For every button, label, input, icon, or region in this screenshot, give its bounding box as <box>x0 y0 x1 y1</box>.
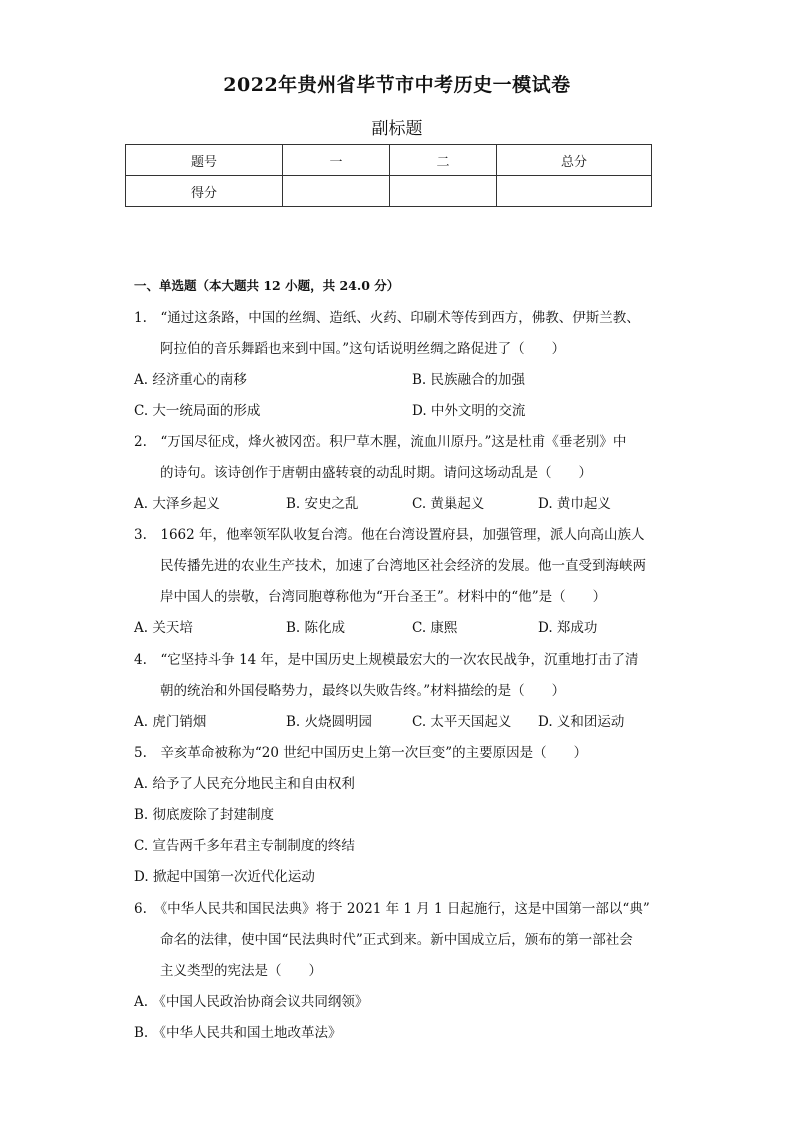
score-cell: 得分 <box>126 176 283 207</box>
q1-option-d: D. 中外文明的交流 <box>412 403 526 419</box>
q3-stem: 3. 1662 年，他率领军队收复台湾。他在台湾设置府县，加强管理，派人向高山族人 <box>134 527 645 543</box>
q2-option-a: A. 大泽乡起义 <box>134 496 220 512</box>
score-table-header-row <box>126 145 652 176</box>
q5-option-c: C. 宣告两千多年君主专制制度的终结 <box>134 838 355 854</box>
q4-option-b: B. 火烧圆明园 <box>286 714 373 730</box>
q6-stem: 命名的法律，使中国“民法典时代”正式到来。新中国成立后，颁布的第一部社会 <box>160 932 633 948</box>
q5-option-b: B. 彻底废除了封建制度 <box>134 807 275 823</box>
q1-option-a: A. 经济重心的南移 <box>134 372 247 388</box>
q3-option-a: A. 关天培 <box>134 620 193 636</box>
q5-stem: 5. 辛亥革命被称为“20 世纪中国历史上第一次巨变”的主要原因是（ ） <box>134 745 588 761</box>
q2-option-c: C. 黄巢起义 <box>412 496 485 512</box>
q2-option-d: D. 黄巾起义 <box>538 496 611 512</box>
score-table <box>125 144 652 207</box>
q1-option-c: C. 大一统局面的形成 <box>134 403 261 419</box>
exam-title: 2022年贵州省毕节市中考历史一模试卷 <box>223 74 571 96</box>
q3-option-b: B. 陈化成 <box>286 620 346 636</box>
q4-option-c: C. 太平天国起义 <box>412 714 512 730</box>
score-cell: 题号 <box>126 145 283 176</box>
q2-option-b: B. 安史之乱 <box>286 496 359 512</box>
q4-option-a: A. 虎门销烟 <box>134 714 207 730</box>
q6-stem: 主义类型的宪法是（ ） <box>160 963 322 979</box>
q2-stem: 的诗句。该诗创作于唐朝由盛转衰的动乱时期。请问这场动乱是（ ） <box>160 465 592 481</box>
score-cell: 二 <box>390 145 497 176</box>
q3-option-c: C. 康熙 <box>412 620 458 636</box>
q4-option-d: D. 义和团运动 <box>538 714 625 730</box>
q6-option-b: B. 《中华人民共和国土地改革法》 <box>134 1025 342 1041</box>
q2-stem: 2. “万国尽征戍，烽火被冈峦。积尸草木腥，流血川原丹。”这是杜甫《垂老别》中 <box>134 434 627 450</box>
q6-option-a: A. 《中国人民政治协商会议共同纲领》 <box>134 994 369 1010</box>
score-cell <box>390 176 497 207</box>
score-cell: 一 <box>283 145 390 176</box>
score-cell: 总分 <box>497 145 652 176</box>
score-table-score-row <box>126 176 652 207</box>
q3-stem: 民传播先进的农业生产技术，加速了台湾地区社会经济的发展。他一直受到海峡两 <box>160 558 646 574</box>
q1-stem: 阿拉伯的音乐舞蹈也来到中国。”这句话说明丝绸之路促进了（ ） <box>160 341 566 357</box>
q1-option-b: B. 民族融合的加强 <box>412 372 526 388</box>
q4-stem: 朝的统治和外国侵略势力，最终以失败告终。”材料描绘的是（ ） <box>160 683 566 699</box>
q3-stem: 岸中国人的崇敬，台湾同胞尊称他为“开台圣王”。材料中的“他”是（ ） <box>160 589 607 605</box>
q3-option-d: D. 郑成功 <box>538 620 598 636</box>
exam-subtitle: 副标题 <box>371 119 423 139</box>
q6-stem: 6. 《中华人民共和国民法典》将于 2021 年 1 月 1 日起施行，这是中国第一部以“典” <box>134 901 650 917</box>
q1-stem: 1. “通过这条路，中国的丝绸、造纸、火药、印刷术等传到西方，佛教、伊斯兰教、 <box>134 310 640 326</box>
q5-option-d: D. 掀起中国第一次近代化运动 <box>134 869 315 885</box>
q4-stem: 4. “它坚持斗争 14 年，是中国历史上规模最宏大的一次农民战争，沉重地打击了清 <box>134 652 639 668</box>
q5-option-a: A. 给予了人民充分地民主和自由权利 <box>134 776 355 792</box>
score-cell <box>283 176 390 207</box>
section-heading: 一、单选题（本大题共 12 小题，共 24.0 分） <box>134 278 400 293</box>
score-cell <box>497 176 652 207</box>
